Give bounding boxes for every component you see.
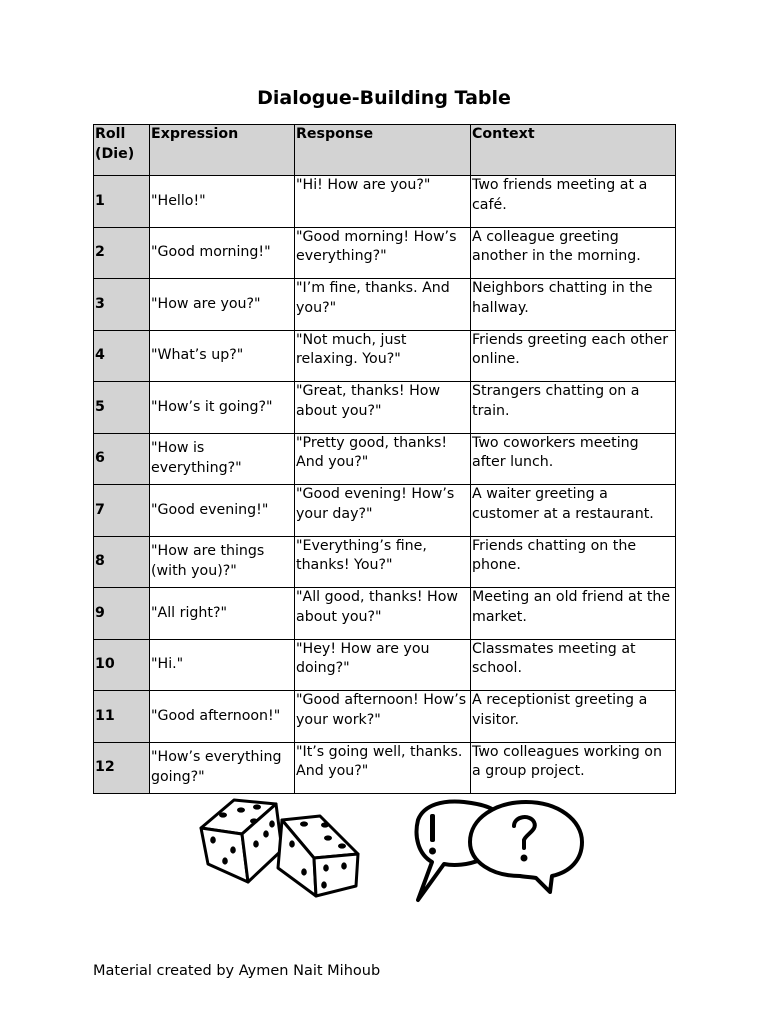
response-cell: "Not much, just relaxing. You?" <box>295 330 471 382</box>
expression-cell: "How’s it going?" <box>150 382 295 434</box>
roll-cell: 9 <box>94 588 150 640</box>
context-cell: Neighbors chatting in the hallway. <box>471 279 676 331</box>
table-row <box>94 176 676 228</box>
roll-cell: 10 <box>94 639 150 691</box>
roll-cell: 2 <box>94 227 150 279</box>
header-roll: Roll (Die) <box>94 125 150 176</box>
expression-cell: "What’s up?" <box>150 330 295 382</box>
expression-cell: "Hi." <box>150 639 295 691</box>
expression-cell: "All right?" <box>150 588 295 640</box>
response-cell: "I’m fine, thanks. And you?" <box>295 279 471 331</box>
roll-cell: 5 <box>94 382 150 434</box>
response-cell: "Great, thanks! How about you?" <box>295 382 471 434</box>
roll-cell: 7 <box>94 485 150 537</box>
context-cell: Strangers chatting on a train. <box>471 382 676 434</box>
context-cell: Two friends meeting at a café. <box>471 176 676 228</box>
response-cell: "Hey! How are you doing?" <box>295 639 471 691</box>
table-row <box>94 536 676 588</box>
dialogue-table <box>93 124 676 794</box>
response-cell: "Pretty good, thanks! And you?" <box>295 433 471 485</box>
header-response: Response <box>295 125 471 176</box>
header-context: Context <box>471 125 676 176</box>
two-dice-icon <box>196 794 364 900</box>
expression-cell: "Hello!" <box>150 176 295 228</box>
table-row <box>94 330 676 382</box>
table-row <box>94 691 676 743</box>
expression-cell: "How’s everything going?" <box>150 742 295 794</box>
response-cell: "All good, thanks! How about you?" <box>295 588 471 640</box>
speech-bubbles-icon <box>410 796 588 906</box>
context-cell: Classmates meeting at school. <box>471 639 676 691</box>
roll-cell: 11 <box>94 691 150 743</box>
response-cell: "Everything’s fine, thanks! You?" <box>295 536 471 588</box>
context-cell: A receptionist greeting a visitor. <box>471 691 676 743</box>
table-header-row <box>94 125 676 176</box>
expression-cell: "Good afternoon!" <box>150 691 295 743</box>
table-row <box>94 279 676 331</box>
context-cell: Friends greeting each other online. <box>471 330 676 382</box>
page-title: Dialogue-Building Table <box>257 87 511 109</box>
header-expression: Expression <box>150 125 295 176</box>
context-cell: Two coworkers meeting after lunch. <box>471 433 676 485</box>
expression-cell: "How is everything?" <box>150 433 295 485</box>
expression-cell: "Good evening!" <box>150 485 295 537</box>
expression-cell: "How are you?" <box>150 279 295 331</box>
response-cell: "Good morning! How’s everything?" <box>295 227 471 279</box>
response-cell: "Good afternoon! How’s your work?" <box>295 691 471 743</box>
context-cell: A colleague greeting another in the morning. <box>471 227 676 279</box>
context-cell: Two colleagues working on a group project. <box>471 742 676 794</box>
table-row <box>94 433 676 485</box>
roll-cell: 1 <box>94 176 150 228</box>
roll-cell: 4 <box>94 330 150 382</box>
table-row <box>94 588 676 640</box>
table-row <box>94 227 676 279</box>
expression-cell: "How are things (with you)?" <box>150 536 295 588</box>
context-cell: Meeting an old friend at the market. <box>471 588 676 640</box>
expression-cell: "Good morning!" <box>150 227 295 279</box>
roll-cell: 8 <box>94 536 150 588</box>
roll-cell: 12 <box>94 742 150 794</box>
table-row <box>94 382 676 434</box>
context-cell: Friends chatting on the phone. <box>471 536 676 588</box>
roll-cell: 3 <box>94 279 150 331</box>
table-row <box>94 485 676 537</box>
response-cell: "Good evening! How’s your day?" <box>295 485 471 537</box>
context-cell: A waiter greeting a customer at a restaurant. <box>471 485 676 537</box>
response-cell: "It’s going well, thanks. And you?" <box>295 742 471 794</box>
roll-cell: 6 <box>94 433 150 485</box>
table-row <box>94 742 676 794</box>
response-cell: "Hi! How are you?" <box>295 176 471 228</box>
table-row <box>94 639 676 691</box>
footer-credit: Material created by Aymen Nait Mihoub <box>93 963 381 979</box>
